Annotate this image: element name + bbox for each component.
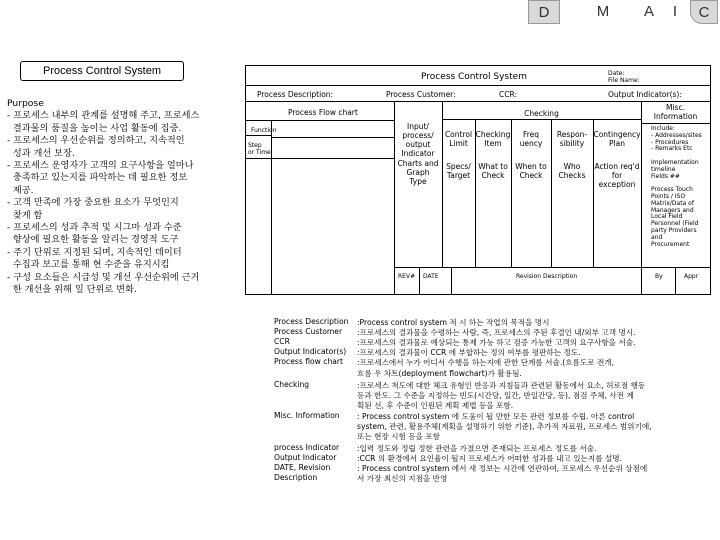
misc-information-line: Information: [653, 112, 698, 121]
by-label: By: [655, 273, 663, 280]
purpose-line: 수집과 보고를 통해 현 수준을 유지시킴: [7, 259, 170, 271]
description-line: :프로세스 척도에 대한 체크 유형인 반응과 지침들과 관련된 활동에서 요소, 허로점 행동: [357, 381, 646, 390]
charts-graph-header: [394, 159, 442, 186]
date-label: Date:: [608, 70, 625, 77]
dmaic-tab-m[interactable]: [588, 0, 618, 22]
date-column-label: DATE: [423, 273, 439, 280]
purpose-line: - 고객 만족에 가장 중요한 요소가 무엇인지: [7, 197, 179, 209]
misc-note-line: party Providers and: [651, 226, 697, 241]
legend-item: CCR: [274, 337, 290, 346]
header-line: Graph: [406, 168, 430, 177]
description-line: :Process control system 적 시 하는 작업의 목적을 명시: [357, 318, 550, 327]
header-line: Freq: [522, 130, 540, 139]
purpose-line: - 프로세스의 성과 추적 및 시그마 성과 수준: [7, 222, 182, 234]
header-line: uency: [519, 139, 543, 148]
action-required-header: [593, 162, 641, 189]
legend-item: Process flow chart: [274, 357, 344, 366]
purpose-line: - 프로세스 운영자가 고객의 요구사항을 얼마나: [7, 160, 194, 172]
header-line: Checks: [558, 171, 586, 180]
purpose-line: - 프로세스의 우선순위를 정의하고, 지속적인: [7, 135, 185, 147]
description-line: 등과 한도. 그 수준을 지정하는 빈도(시간당, 일간, 반일간당, 등), 점검 주체, 사전 계: [357, 391, 634, 400]
purpose-line: - 프로세스 내부의 관계를 설명해 주고, 프로세스: [7, 110, 200, 122]
header-line: Action req'd: [594, 162, 640, 171]
dmaic-tab-d[interactable]: [528, 0, 560, 24]
legend-item: Output Indicator: [274, 453, 337, 462]
misc-information-line: Misc.: [666, 103, 685, 112]
header-line: Target: [446, 171, 471, 180]
header-line: What to: [478, 162, 508, 171]
dmaic-a-label: A: [643, 2, 654, 20]
description-line: :프로세스의 결과물이 CCR 에 부합하는 정의 여부를 평판하는 정도.: [357, 348, 581, 357]
specs-target-header: [442, 162, 475, 180]
step-line: Step: [248, 142, 262, 149]
dmaic-tab-c[interactable]: [690, 0, 718, 24]
page-title: Process Control System: [20, 61, 184, 81]
process-description-label: Process Description:: [257, 90, 334, 99]
description-line: 흐름 우 차트(deployment flowchart)가 활용됨.: [357, 369, 522, 378]
description-line: :입력 정도와 정립 정한 관련을 가졌으면 존재되는 프로세스 정도를 서술.: [357, 444, 597, 453]
step-line: or Time: [248, 149, 271, 156]
output-indicators-label: Output Indicator(s):: [608, 90, 682, 99]
dmaic-i-label: I: [672, 2, 678, 20]
misc-note-line: Procurement: [651, 240, 690, 248]
header-line: Control: [444, 130, 473, 139]
header-line: Checking: [475, 130, 511, 139]
purpose-line: - 주기 단위로 지정된 되며, 지속적인 데이터: [7, 246, 182, 258]
header-line: Indicator: [401, 149, 435, 158]
dmaic-c-label: C: [698, 3, 710, 21]
input-process-output-header: [394, 122, 442, 158]
misc-note-line: Matrix/Data of: [651, 199, 694, 207]
description-line: 또는 현장 시험 등을 포함: [357, 432, 441, 441]
misc-note-line: Include:: [651, 125, 675, 132]
header-line: Item: [484, 139, 502, 148]
description-line: system, 관련, 활용주체(계획을 설명하기 위한 기준), 추가적 자료원, 프로세스 범위기에,: [357, 422, 652, 431]
description-line: : Process control system 에서 새 정보는 시간에 연관하여, 프로세스 우선순위 상점에: [357, 464, 648, 473]
header-line: Input/: [407, 122, 429, 131]
misc-note-line: - Remarks Etc: [651, 145, 693, 153]
legend-item: process Indicator: [274, 443, 340, 452]
checking-label: Checking: [524, 109, 559, 118]
description-line: :프로세스의 결과물로 예상되는 통제 가능 하고 검증 가능한 고객의 요구사항을 서술.: [357, 338, 636, 347]
purpose-line: 충족하고 있는지를 파악하는 데 필요한 정보: [7, 172, 188, 184]
header-line: Plan: [609, 139, 625, 148]
misc-note-line: Implementation: [651, 158, 699, 166]
description-line: :CCR 의 환경에서 요인율이 될지 프로세스가 어떠한 성과를 내고 있는지를 설명.: [357, 454, 623, 463]
checking-item-header: [475, 130, 511, 148]
legend-item: Process Customer: [274, 327, 343, 336]
purpose-line: 한 개선을 위해 일 단위로 변화.: [7, 284, 137, 296]
misc-note-line: timeline: [651, 165, 676, 173]
control-plan-form: [245, 65, 711, 295]
header-line: Specs/: [446, 162, 471, 171]
when-to-check-header: [511, 162, 551, 180]
legend-item: Checking: [274, 380, 310, 389]
legend-item: Output Indicator(s): [274, 347, 347, 356]
misc-note-line: Fields ##: [651, 172, 680, 180]
header-line: Check: [519, 171, 543, 180]
function-label: Function: [251, 127, 277, 134]
description-line: 서 가장 최신의 지점을 반영: [357, 474, 448, 483]
purpose-line: - 구성 요소들은 시급성 및 개선 우선순위에 근거: [7, 271, 200, 283]
misc-note-line: Process Touch: [651, 186, 693, 194]
misc-note-line: Points / ISO: [651, 192, 686, 200]
process-customer-label: Process Customer:: [386, 90, 456, 99]
purpose-line: 성과 개선 보장.: [7, 147, 75, 159]
approval-label: Appr: [684, 273, 699, 280]
header-line: Check: [481, 171, 505, 180]
misc-notes: [651, 126, 709, 248]
dmaic-m-label: M: [596, 2, 610, 20]
misc-note-line: Personnel (Field: [651, 220, 699, 228]
purpose-line: 찾게 함: [7, 209, 43, 221]
dmaic-tab-i[interactable]: [664, 0, 686, 22]
legend-item: Process Description: [274, 317, 349, 326]
file-name-label: File Name:: [608, 77, 640, 84]
header-line: Limit: [449, 139, 468, 148]
header-line: When to: [515, 162, 547, 171]
header-line: Who: [563, 162, 581, 171]
legend-item: Misc. Information: [274, 411, 340, 420]
description-line: :프로세스에서 누가 어디서 수행을 하는지에 관한 단계를 서술.(흐름도로 전개,: [357, 358, 615, 367]
misc-note-line: Managers and: [651, 206, 694, 214]
header-line: sibility: [559, 139, 585, 148]
description-line: 획된 선, 후 수준이 인원된 계획 제법 등을 포함.: [357, 401, 514, 410]
purpose-text: [7, 98, 245, 297]
header-line: process/: [402, 131, 434, 140]
revision-description-label: Revision Description: [516, 273, 578, 280]
header-line: Type: [409, 177, 427, 186]
purpose-line: 향상에 필요한 활동을 알리는 경영적 도구: [7, 234, 179, 246]
header-line: output: [405, 140, 431, 149]
legend-item: Description: [274, 473, 318, 482]
purpose-heading: Purpose: [7, 98, 44, 109]
misc-information-label: [641, 103, 710, 121]
legend-item: DATE, Revision: [274, 463, 331, 472]
description-line: :프로세스의 결과물을 수령하는 사람, 즉, 프로세스의 주된 후결인 내/외부 고객 명시.: [357, 328, 636, 337]
purpose-line: 결과물의 품질을 높이는 사업 활동에 집중.: [7, 122, 182, 134]
step-label: [248, 142, 271, 156]
form-title: Process Control System: [421, 72, 527, 82]
what-to-check-header: [475, 162, 511, 180]
flow-chart-label: Process Flow chart: [288, 108, 358, 117]
header-line: Charts and: [397, 159, 439, 168]
responsibility-header: [551, 130, 593, 148]
description-line: : Process control system 에 도움이 될 만한 모든 관련 정보를 수립. 아른 control: [357, 412, 635, 421]
who-checks-header: [551, 162, 593, 180]
misc-note-line: - Addresses/sites: [651, 131, 702, 139]
header-line: for exception: [598, 171, 636, 189]
dmaic-d-label: D: [538, 3, 550, 21]
misc-note-line: Local Field: [651, 213, 683, 221]
rev-number-label: REV#: [398, 273, 416, 280]
contingency-plan-header: [593, 130, 641, 148]
purpose-line: 제공.: [7, 184, 34, 196]
misc-note-line: - Procedures: [651, 138, 689, 146]
ccr-label: CCR:: [499, 90, 517, 99]
frequency-header: [511, 130, 551, 148]
control-limit-header: [442, 130, 475, 148]
header-line: Contingency: [593, 130, 641, 139]
dmaic-tab-a[interactable]: [634, 0, 664, 22]
header-line: Respon-: [556, 130, 588, 139]
